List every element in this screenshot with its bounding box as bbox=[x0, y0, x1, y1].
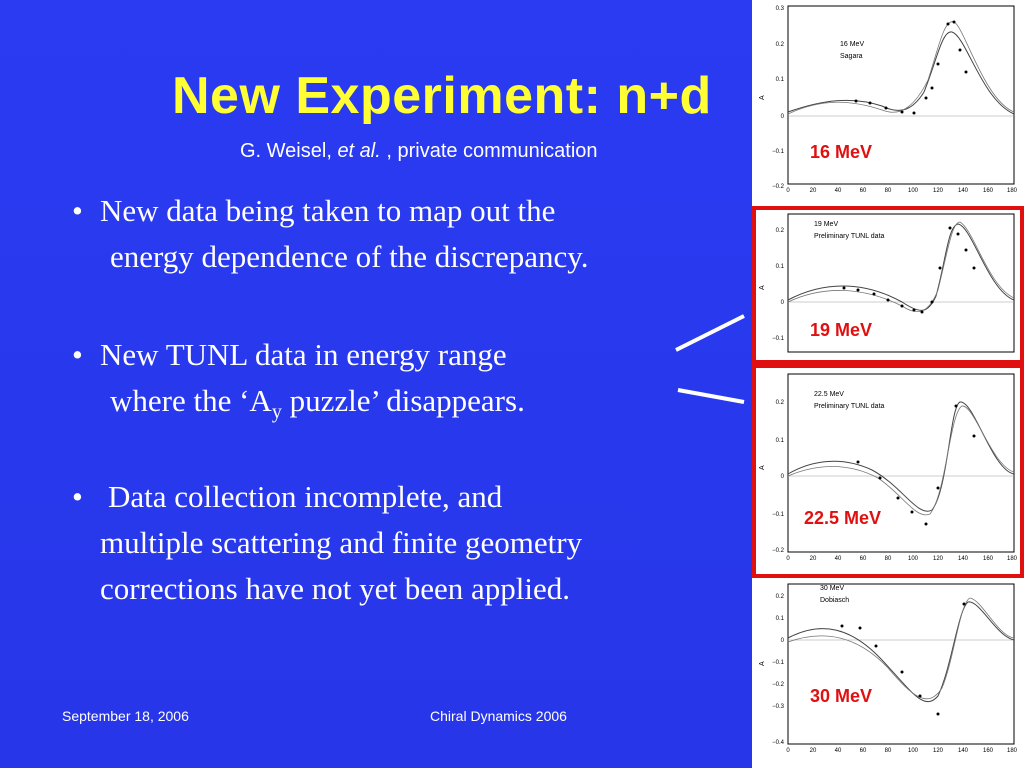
slide-subtitle bbox=[240, 140, 598, 163]
y-axis-label: A bbox=[759, 465, 766, 470]
plot-inner-label: Preliminary TUNL data bbox=[814, 233, 885, 240]
ytick-label: −0.2 bbox=[772, 184, 784, 190]
energy-label: 30 MeV bbox=[810, 686, 873, 706]
bullet-line bbox=[100, 378, 525, 435]
ytick-label: 0.2 bbox=[775, 594, 784, 600]
ytick-label: 0 bbox=[780, 114, 784, 120]
bullet-glyph: • bbox=[72, 337, 83, 372]
ytick-label: 0.2 bbox=[775, 228, 784, 234]
xtick-label: 180 bbox=[1006, 188, 1018, 192]
ytick-label: −0.1 bbox=[772, 660, 784, 666]
xtick-label: 120 bbox=[932, 188, 944, 192]
ytick-label: 0 bbox=[780, 638, 784, 644]
xtick-label: 160 bbox=[982, 188, 994, 192]
xtick-label: 140 bbox=[957, 556, 969, 562]
subtitle-etal: et al. bbox=[337, 140, 381, 162]
energy-label: 22.5 MeV bbox=[804, 508, 882, 528]
xtick-label: 0 bbox=[786, 556, 790, 562]
bullet-text: where the ‘A bbox=[110, 383, 272, 418]
bullet-item bbox=[72, 188, 589, 280]
plot-inner-label: Sagara bbox=[840, 53, 863, 60]
ytick-label: 0.1 bbox=[775, 264, 784, 270]
ytick-label: 0.1 bbox=[775, 77, 784, 83]
xtick-label: 0 bbox=[786, 748, 790, 754]
bullet-item bbox=[72, 332, 525, 435]
xtick-label: 180 bbox=[1006, 556, 1018, 562]
ytick-label: 0 bbox=[780, 474, 784, 480]
plot-inner-label: 16 MeV bbox=[840, 41, 865, 48]
plot-inner-label: 19 MeV bbox=[814, 221, 839, 228]
plot-19mev-svg bbox=[752, 210, 1024, 360]
xtick-label: 80 bbox=[884, 188, 892, 192]
y-axis-label: A bbox=[759, 95, 766, 100]
xtick-label: 120 bbox=[932, 556, 944, 562]
ytick-label: 0.1 bbox=[775, 616, 784, 622]
ytick-label: 0 bbox=[780, 300, 784, 306]
xtick-label: 100 bbox=[907, 556, 919, 562]
xtick-label: 20 bbox=[809, 556, 817, 562]
energy-label: 16 MeV bbox=[810, 142, 873, 162]
xtick-label: 40 bbox=[834, 188, 842, 192]
plot-22mev-svg bbox=[752, 370, 1024, 574]
plot-inner-label: 22.5 MeV bbox=[814, 391, 844, 398]
plot-19mev bbox=[752, 210, 1024, 360]
plot-16mev-svg bbox=[752, 0, 1024, 192]
bullet-line: corrections have not yet been applied. bbox=[100, 571, 570, 606]
ytick-label: 0.2 bbox=[775, 400, 784, 406]
plot-22mev bbox=[752, 370, 1024, 574]
xtick-label: 100 bbox=[907, 188, 919, 192]
slide-title: New Experiment: n+d bbox=[172, 67, 712, 125]
xtick-label: 60 bbox=[859, 556, 867, 562]
xtick-label: 160 bbox=[982, 748, 994, 754]
plot-30mev bbox=[752, 580, 1024, 768]
bullet-glyph: • bbox=[72, 479, 83, 514]
plot-inner-label: 30 MeV bbox=[820, 585, 845, 592]
ay-subscript: y bbox=[271, 401, 282, 424]
bullet-line: New data being taken to map out the bbox=[100, 193, 556, 228]
bullet-glyph: • bbox=[72, 193, 83, 228]
bullet-line: energy dependence of the discrepancy. bbox=[110, 239, 589, 274]
arrow-icon bbox=[670, 306, 756, 416]
subtitle-authors: G. Weisel, bbox=[240, 140, 338, 162]
ytick-label: 0.3 bbox=[775, 6, 784, 12]
bullet-line: multiple scattering and finite geometry bbox=[100, 525, 583, 560]
y-axis-label: A bbox=[759, 285, 766, 290]
footer-conference: Chiral Dynamics 2006 bbox=[430, 708, 567, 724]
xtick-label: 40 bbox=[834, 556, 842, 562]
xtick-label: 60 bbox=[859, 188, 867, 192]
bullet-text: puzzle’ disappears. bbox=[281, 383, 525, 418]
plot-inner-label: Dobiasch bbox=[820, 597, 850, 604]
ytick-label: 0.2 bbox=[775, 42, 784, 48]
xtick-label: 180 bbox=[1006, 748, 1018, 754]
xtick-label: 60 bbox=[859, 748, 867, 754]
subtitle-source: , private communication bbox=[380, 140, 598, 162]
xtick-label: 140 bbox=[957, 188, 969, 192]
xtick-label: 80 bbox=[884, 748, 892, 754]
xtick-label: 40 bbox=[834, 748, 842, 754]
ytick-label: −0.4 bbox=[772, 740, 784, 746]
y-axis-label: A bbox=[759, 661, 766, 666]
xtick-label: 80 bbox=[884, 556, 892, 562]
bullet-line: Data collection incomplete, and bbox=[108, 479, 503, 514]
ytick-label: −0.1 bbox=[772, 336, 784, 342]
xtick-label: 20 bbox=[809, 748, 817, 754]
bullet-line: New TUNL data in energy range bbox=[100, 337, 507, 372]
xtick-label: 160 bbox=[982, 556, 994, 562]
ytick-label: −0.3 bbox=[772, 704, 784, 710]
plot-30mev-svg bbox=[752, 580, 1024, 768]
ytick-label: −0.2 bbox=[772, 682, 784, 688]
plot-inner-label: Preliminary TUNL data bbox=[814, 403, 885, 410]
ytick-label: −0.1 bbox=[772, 149, 784, 155]
energy-label: 19 MeV bbox=[810, 320, 873, 340]
ytick-label: −0.1 bbox=[772, 512, 784, 518]
ytick-label: −0.2 bbox=[772, 548, 784, 554]
xtick-label: 20 bbox=[809, 188, 817, 192]
xtick-label: 0 bbox=[786, 188, 790, 192]
plot-16mev bbox=[752, 0, 1024, 192]
xtick-label: 100 bbox=[907, 748, 919, 754]
xtick-label: 140 bbox=[957, 748, 969, 754]
xtick-label: 120 bbox=[932, 748, 944, 754]
ytick-label: 0.1 bbox=[775, 438, 784, 444]
bullet-item bbox=[72, 474, 583, 612]
footer-date: September 18, 2006 bbox=[62, 708, 189, 724]
